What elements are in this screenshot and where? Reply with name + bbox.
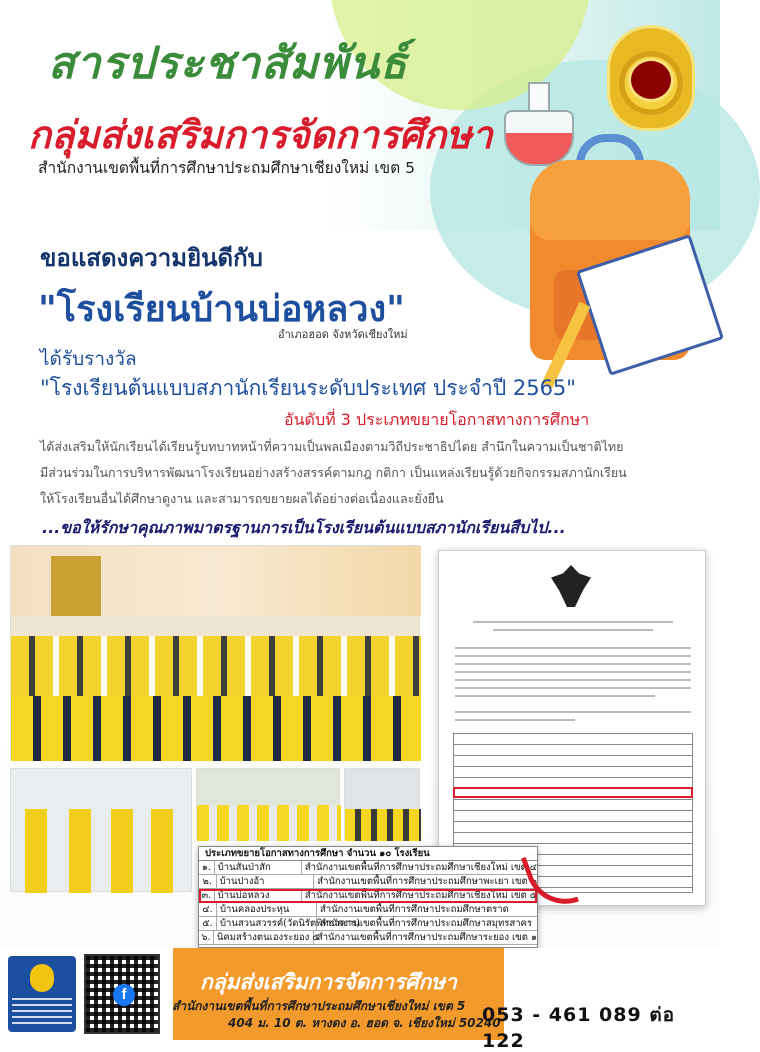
obec-emblem-icon	[30, 964, 54, 992]
facebook-icon: f	[113, 984, 135, 1006]
activity-photo-students	[10, 768, 192, 892]
received-label: ได้รับรางวัล	[40, 348, 137, 370]
group-photo	[10, 545, 420, 760]
table-row	[199, 875, 537, 889]
table-row-highlighted	[199, 889, 537, 903]
table-row	[199, 917, 537, 931]
table-row	[199, 903, 537, 917]
row-number: ๓.	[199, 889, 215, 902]
row-office: สำนักงานเขตพื้นที่การศึกษาประถมศึกษาตราด	[320, 904, 509, 915]
award-rank: อันดับที่ 3 ประเภทขยายโอกาสทางการศึกษา	[284, 410, 590, 429]
flask-icon	[500, 82, 578, 168]
row-number: ๖.	[199, 931, 214, 944]
highlight-box	[453, 787, 693, 798]
row-number: ๔.	[199, 903, 217, 916]
row-office: สำนักงานเขตพื้นที่การศึกษาประถมศึกษาระยอง เขต ๑	[316, 932, 537, 943]
slogan: ...ขอให้รักษาคุณภาพมาตรฐานการเป็นโรงเรียนต้นแบบสภานักเรียนสืบไป...	[42, 518, 566, 537]
row-number: ๕.	[199, 917, 217, 930]
row-school: บ้านปางอ้า	[217, 875, 315, 888]
row-school: บ้านสวนสวรรค์(วัดนิรัตพิทยาคาร)	[217, 917, 317, 930]
table-row	[199, 931, 537, 945]
phone-number[interactable]: 053 - 461 089 ต่อ 122	[482, 1004, 676, 1052]
table-row	[199, 861, 537, 875]
row-school: บ้านสันป่าสัก	[215, 861, 302, 874]
row-office: สำนักงานเขตพื้นที่การศึกษาประถมศึกษาเชียงใหม่ เขต ๔	[304, 862, 537, 873]
obec-emblem-icon	[610, 28, 692, 128]
footer-logo	[8, 956, 76, 1032]
footer-office: สำนักงานเขตพื้นที่การศึกษาประถมศึกษาเชียงใหม่ เขต 5	[172, 999, 466, 1013]
row-office: สำนักงานเขตพื้นที่การศึกษาประถมศึกษาเชียงใหม่ เขต ๕	[304, 890, 537, 901]
award-title: "โรงเรียนต้นแบบสภานักเรียนระดับประเทศ ประจำปี 2565"	[40, 376, 576, 400]
footer-group-title: กลุ่มส่งเสริมการจัดการศึกษา	[200, 970, 457, 994]
row-office: สำนักงานเขตพื้นที่การศึกษาประถมศึกษาสมุทรสาคร	[320, 918, 532, 929]
qr-code-icon[interactable]	[84, 954, 160, 1034]
zoomed-results-table	[198, 846, 538, 948]
garuda-icon	[551, 565, 591, 607]
description	[40, 434, 690, 512]
group-title: กลุ่มส่งเสริมการจัดการศึกษา	[28, 113, 493, 157]
row-school: นิคมสร้างตนเองระยอง ๕	[214, 931, 314, 944]
table-heading: ประเภทขยายโอกาสทางการศึกษา จำนวน ๑๐ โรงเรียน	[199, 847, 537, 861]
congrats-heading: ขอแสดงความยินดีกับ	[40, 244, 263, 272]
row-school: บ้านคลองประหุน	[217, 903, 317, 916]
description-line: ให้โรงเรียนอื่นได้ศึกษาดูงาน และสามารถขยายผลได้อย่างต่อเนื่องและยั่งยืน	[40, 491, 444, 506]
row-school: บ้านบ่อหลวง	[215, 889, 302, 902]
row-number: ๑.	[199, 861, 215, 874]
footer-address: 404 ม. 10 ต. หางดง อ. ฮอด จ. เชียงใหม่ 50240	[228, 1016, 501, 1030]
description-line: ได้ส่งเสริมให้นักเรียนได้เรียนรู้บทบาทหน้าที่ความเป็นพลเมืองตามวิถีประชาธิปไตย สำนึกในความเป็นชาติไทย	[40, 439, 624, 454]
school-location: อำเภอฮอด จังหวัดเชียงใหม่	[278, 328, 408, 341]
school-name: "โรงเรียนบ้านบ่อหลวง"	[38, 289, 405, 330]
row-number: ๒.	[199, 875, 217, 888]
office-title: สำนักงานเขตพื้นที่การศึกษาประถมศึกษาเชียงใหม่ เขต 5	[38, 159, 415, 177]
row-office: สำนักงานเขตพื้นที่การศึกษาประถมศึกษาพะเยา เขต ๒	[317, 876, 537, 887]
emblem-center	[628, 58, 674, 102]
main-title: สารประชาสัมพันธ์	[48, 38, 408, 89]
description-line: มีส่วนร่วมในการบริหารพัฒนาโรงเรียนอย่างสร้างสรรค์ตามกฎ กติกา เป็นแหล่งเรียนรู้ด้วยกิจกรรมสภานักเรียน	[40, 465, 627, 480]
activity-photo-meeting	[196, 768, 340, 840]
activity-photo-room	[344, 768, 420, 840]
